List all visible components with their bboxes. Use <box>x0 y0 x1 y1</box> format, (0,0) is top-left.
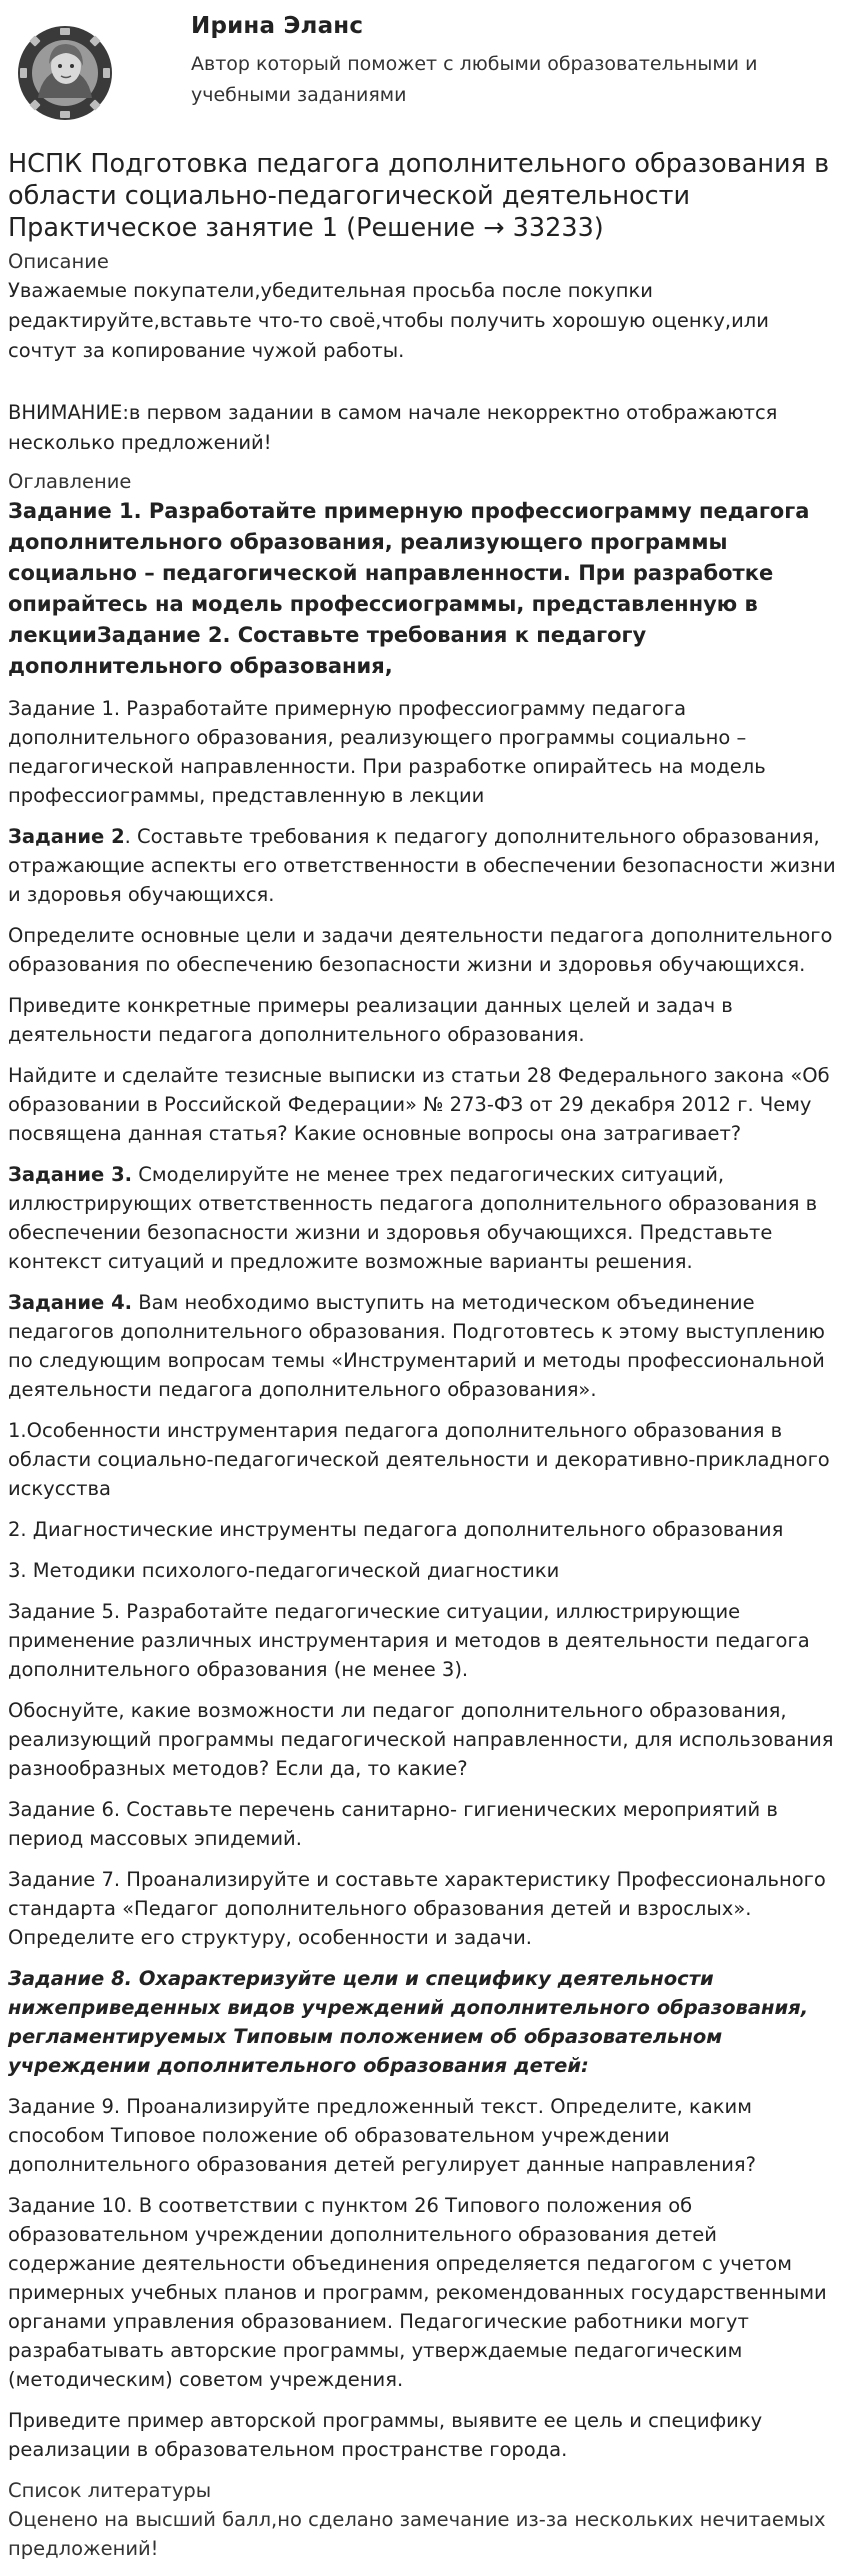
task-8: Задание 8. Охарактеризуйте цели и специфику деятельности нижеприведенных видов учреждений дополнительного образования, регламентируемых Типовым положением об образовательном учреждении дополнительного образования детей: <box>8 1967 809 2077</box>
task-1: Задание 1. Разработайте примерную профессиограмму педагога дополнительного образования, реализующего программы социально – педагогической направленности. При разработке опирайтесь на модель профессиограммы, представленную в лекции <box>8 697 766 807</box>
task-4-question-3: 3. Методики психолого-педагогической диагностики <box>8 1559 560 1582</box>
task-4 <box>8 1288 838 1404</box>
work-title: НСПК Подготовка педагога дополнительного образования в области социально-педагогической деятельности Практическое занятие 1 (Решение → 33233) <box>8 149 830 243</box>
task-3-label: Задание 3. <box>8 1163 133 1186</box>
task-7: Задание 7. Проанализируйте и составьте характеристику Профессионального стандарта «Педагог дополнительного образования детей и взрослых». Определите его структуру, особенности и задачи. <box>8 1868 826 1949</box>
toc-summary: Задание 1. Разработайте примерную профессиограмму педагога дополнительного образования, реализующего программы социально – педагогической направленности. При разработке опирайтесь на модель профессиограммы, представленную в лекцииЗадание 2. Составьте требования к педагогу дополнительного образования, <box>8 499 810 678</box>
task-2-examples: Приведите конкретные примеры реализации данных целей и задач в деятельности педагога дополнительного образования. <box>8 994 733 1046</box>
attention-note: ВНИМАНИЕ:в первом задании в самом начале некорректно отображаются несколько предложений! <box>8 401 778 454</box>
task-5-justify: Обоснуйте, какие возможности ли педагог дополнительного образования, реализующий программы педагогической направленности, для использования разнообразных методов? Если да, то какие? <box>8 1699 834 1780</box>
literature-label: Список литературы <box>8 2479 212 2502</box>
toc-label: Оглавление <box>8 470 132 493</box>
task-6: Задание 6. Составьте перечень санитарно- гигиенических мероприятий в период массовых эпидемий. <box>8 1798 778 1850</box>
task-2-goals: Определите основные цели и задачи деятельности педагога дополнительного образования по обеспечению безопасности жизни и здоровья обучающихся. <box>8 924 833 976</box>
task-4-question-1: 1.Особенности инструментария педагога дополнительного образования в области социально-педагогической деятельности и декоративно-прикладного искусства <box>8 1419 830 1500</box>
description-text: Уважаемые покупатели,убедительная просьба после покупки редактируйте,вставьте что-то своё,чтобы получить хорошую оценку,или сочтут за копирование чужой работы. <box>8 279 769 362</box>
description-label: Описание <box>8 250 109 273</box>
film-strip-portrait-avatar-icon[interactable] <box>16 24 114 122</box>
task-3-text: Смоделируйте не менее трех педагогических ситуаций, иллюстрирующих ответственность педагога дополнительного образования в обеспечении безопасности жизни и здоровья обучающихся. Представьте контекст ситуаций и предложите возможные варианты решения. <box>8 1163 818 1273</box>
literature-note: Оценено на высший балл,но сделано замечание из-за нескольких нечитаемых предложений! <box>8 2508 826 2560</box>
author-description: Автор который поможет с любыми образовательными и учебными заданиями <box>191 53 758 106</box>
task-10-example: Приведите пример авторской программы, выявите ее цель и специфику реализации в образовательном пространстве города. <box>8 2409 763 2461</box>
task-4-text: Вам необходимо выступить на методическом объединение педагогов дополнительного образования. Подготовтесь к этому выступлению по следующим вопросам темы «Инструментарий и методы профессиональной деятельности педагога дополнительного образования». <box>8 1291 825 1401</box>
task-3 <box>8 1160 838 1276</box>
task-2-article: Найдите и сделайте тезисные выписки из статьи 28 Федерального закона «Об образовании в Российской Федерации» № 273-ФЗ от 29 декабря 2012 г. Чему посвящена данная статья? Какие основные вопросы она затрагивает? <box>8 1064 830 1145</box>
task-4-label: Задание 4. <box>8 1291 133 1314</box>
task-2-text: . Составьте требования к педагогу дополнительного образования, отражающие аспекты его ответственности в обеспечении безопасности жизни и здоровья обучающихся. <box>8 825 836 906</box>
author-name[interactable]: Ирина Эланс <box>191 13 364 39</box>
task-2 <box>8 822 838 909</box>
task-9: Задание 9. Проанализируйте предложенный текст. Определите, каким способом Типовое положение об образовательном учреждении дополнительного образования детей регулирует данные направления? <box>8 2095 756 2176</box>
task-10: Задание 10. В соответствии с пунктом 26 Типового положения об образовательном учреждении дополнительного образования детей содержание деятельности объединения определяется педагогом с учетом примерных учебных планов и программ, рекомендованных государственными органами управления образованием. Педагогические работники могут разрабатывать авторские программы, утверждаемые педагогическим (методическим) советом учреждения. <box>8 2194 827 2391</box>
author-card <box>8 0 839 136</box>
task-2-label: Задание 2 <box>8 825 125 848</box>
task-4-question-2: 2. Диагностические инструменты педагога дополнительного образования <box>8 1518 784 1541</box>
task-5: Задание 5. Разработайте педагогические ситуации, иллюстрирующие применение различных инструментария и методов в деятельности педагога дополнительного образования (не менее 3). <box>8 1600 810 1681</box>
